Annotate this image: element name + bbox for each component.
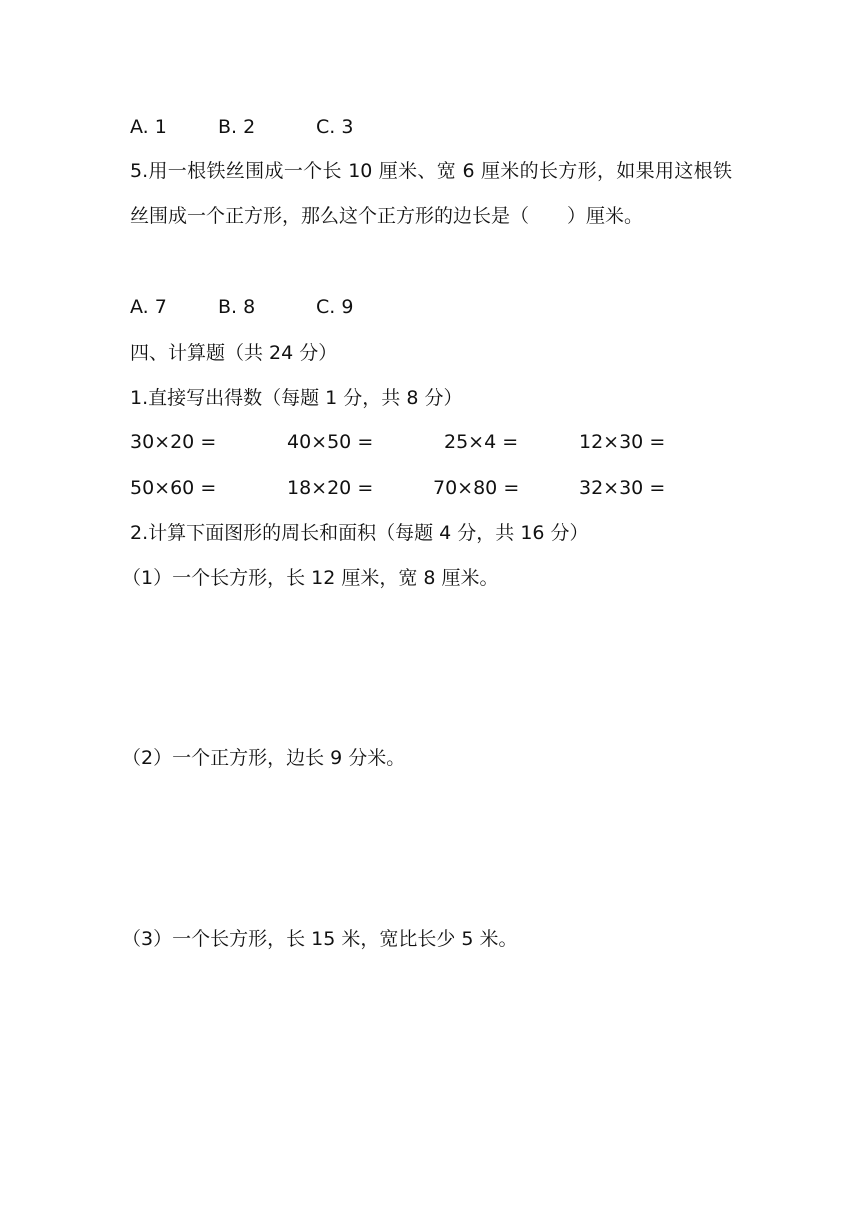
q5-option-b: B. 8	[218, 296, 256, 318]
q1-title: 1.直接写出得数（每题 1 分，共 8 分）	[130, 387, 463, 409]
calc-item: 25×4 =	[444, 431, 519, 453]
calc-item: 18×20 =	[287, 477, 374, 499]
q4-option-b: B. 2	[218, 116, 256, 138]
q5-option-a: A. 7	[130, 296, 167, 318]
q4-option-a: A. 1	[130, 116, 167, 138]
q2-item-2: （2）一个正方形，边长 9 分米。	[122, 747, 406, 769]
calc-item: 70×80 =	[433, 477, 520, 499]
calc-item: 40×50 =	[287, 431, 374, 453]
section-4-title: 四、计算题（共 24 分）	[130, 342, 338, 364]
calc-item: 30×20 =	[130, 431, 217, 453]
q5-question-text: 5.用一根铁丝围成一个长 10 厘米、宽 6 厘米的长方形，如果用这根铁丝围成一个正方形，那么这个正方形的边长是（ ）厘米。	[130, 160, 732, 227]
q2-item-3: （3）一个长方形，长 15 米，宽比长少 5 米。	[122, 928, 518, 950]
q2-item-1: （1）一个长方形，长 12 厘米，宽 8 厘米。	[122, 567, 499, 589]
q4-option-c: C. 3	[316, 116, 354, 138]
calc-item: 50×60 =	[130, 477, 217, 499]
q5-option-c: C. 9	[316, 296, 354, 318]
q2-title: 2.计算下面图形的周长和面积（每题 4 分，共 16 分）	[130, 522, 589, 544]
calc-item: 12×30 =	[579, 431, 666, 453]
calc-item: 32×30 =	[579, 477, 666, 499]
